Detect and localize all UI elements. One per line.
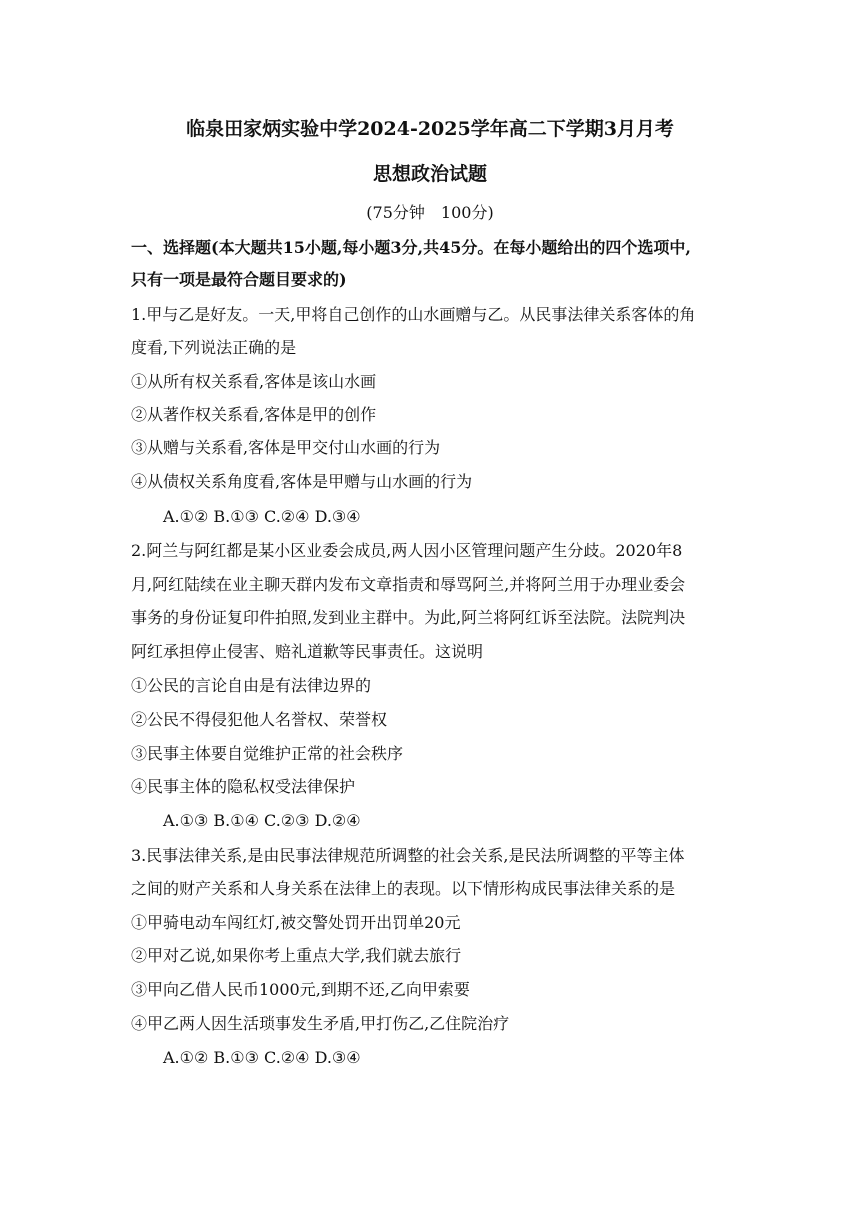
section-heading-line1: 一、选择题(本大题共15小题,每小题3分,共45分。在每小题给出的四个选项中,	[131, 238, 691, 257]
question-3-item-2: ②甲对乙说,如果你考上重点大学,我们就去旅行	[131, 946, 462, 965]
question-1-stem-line2: 度看,下列说法正确的是	[131, 338, 297, 357]
question-3-options: A.①② B.①③ C.②④ D.③④	[163, 1048, 361, 1067]
question-2-item-1: ①公民的言论自由是有法律边界的	[131, 676, 372, 695]
question-3-stem-line1: 3.民事法律关系,是由民事法律规范所调整的社会关系,是民法所调整的平等主体	[131, 846, 685, 865]
question-2-options: A.①③ B.①④ C.②③ D.②④	[163, 811, 361, 830]
question-2-stem-line2: 月,阿红陆续在业主聊天群内发布文章指责和辱骂阿兰,并将阿兰用于办理业委会	[131, 575, 686, 594]
question-2-stem-line3: 事务的身份证复印件拍照,发到业主群中。为此,阿兰将阿红诉至法院。法院判决	[131, 608, 686, 627]
question-1-options: A.①② B.①③ C.②④ D.③④	[163, 507, 361, 526]
question-1-stem-line1: 1.甲与乙是好友。一天,甲将自己创作的山水画赠与乙。从民事法律关系客体的角	[131, 305, 696, 324]
question-1-item-1: ①从所有权关系看,客体是该山水画	[131, 372, 377, 391]
exam-meta: (75分钟 100分)	[366, 203, 494, 222]
question-2-stem-line1: 2.阿兰与阿红都是某小区业委会成员,两人因小区管理问题产生分歧。2020年8	[131, 541, 683, 560]
question-1-item-4: ④从债权关系角度看,客体是甲赠与山水画的行为	[131, 472, 473, 491]
question-3-stem-line2: 之间的财产关系和人身关系在法律上的表现。以下情形构成民事法律关系的是	[131, 879, 676, 898]
question-2-item-2: ②公民不得侵犯他人名誉权、荣誉权	[131, 710, 388, 729]
question-1-item-3: ③从赠与关系看,客体是甲交付山水画的行为	[131, 438, 441, 457]
question-3-item-4: ④甲乙两人因生活琐事发生矛盾,甲打伤乙,乙住院治疗	[131, 1014, 510, 1033]
question-2-item-4: ④民事主体的隐私权受法律保护	[131, 777, 356, 796]
exam-title: 临泉田家炳实验中学2024-2025学年高二下学期3月月考	[186, 118, 674, 140]
question-3-item-3: ③甲向乙借人民币1000元,到期不还,乙向甲索要	[131, 980, 470, 999]
question-3-item-1: ①甲骑电动车闯红灯,被交警处罚开出罚单20元	[131, 913, 461, 932]
exam-subject: 思想政治试题	[372, 163, 487, 185]
question-1-item-2: ②从著作权关系看,客体是甲的创作	[131, 405, 377, 424]
section-heading-line2: 只有一项是最符合题目要求的)	[131, 270, 347, 289]
question-2-stem-line4: 阿红承担停止侵害、赔礼道歉等民事责任。这说明	[131, 642, 484, 661]
question-2-item-3: ③民事主体要自觉维护正常的社会秩序	[131, 744, 404, 763]
